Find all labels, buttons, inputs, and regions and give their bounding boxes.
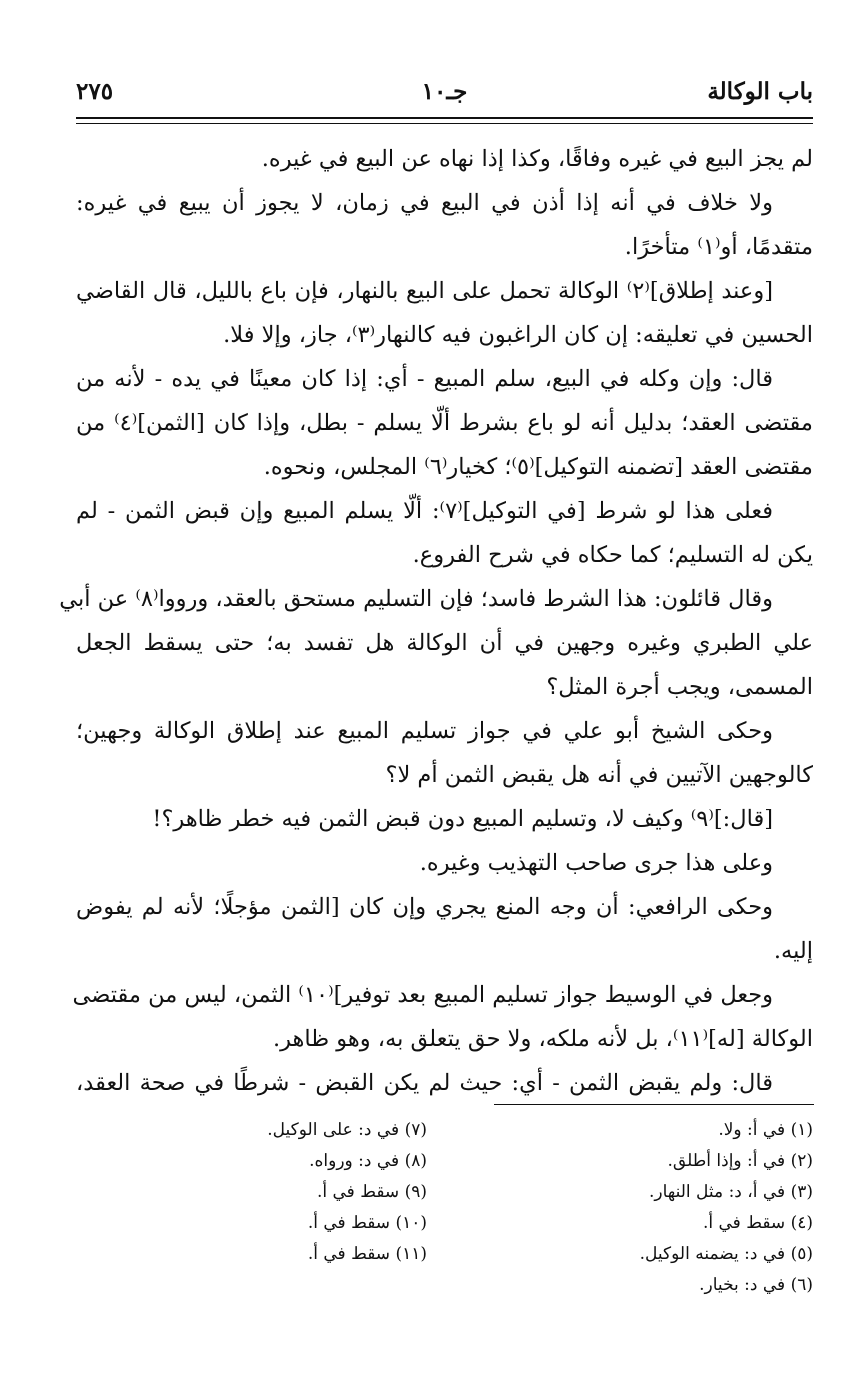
text-line: المسمى، ويجب أجرة المثل؟ bbox=[546, 674, 813, 700]
header-rule-thin bbox=[76, 123, 813, 124]
text-line: إليه. bbox=[773, 938, 813, 964]
footnotes-column-left bbox=[167, 1115, 427, 1270]
footnotes-column-right bbox=[493, 1115, 813, 1301]
text-line: الحسين في تعليقه: إن كان الراغبون فيه كالنهار⁽٣⁾، جاز، وإلا فلا. bbox=[223, 322, 813, 348]
text-line: وحكى الشيخ أبو علي في جواز تسليم المبيع عند إطلاق الوكالة وجهين؛ bbox=[76, 718, 773, 744]
text-line: مقتضى العقد [تضمنه التوكيل]⁽٥⁾؛ كخيار⁽٦⁾ المجلس، ونحوه. bbox=[263, 454, 813, 480]
text-line: [قال:]⁽٩⁾ وكيف لا، وتسليم المبيع دون قبض الثمن فيه خطر ظاهر؟! bbox=[152, 806, 773, 832]
footnote-separator bbox=[494, 1104, 814, 1105]
footnote: (٢) في أ: وإذا أطلق. bbox=[667, 1151, 813, 1171]
text-line: فعلى هذا لو شرط [في التوكيل]⁽٧⁾: ألّا يسلم المبيع وإن قبض الثمن - لم bbox=[76, 498, 773, 524]
text-line: وحكى الرافعي: أن وجه المنع يجري وإن كان [الثمن مؤجلًا؛ لأنه لم يفوض bbox=[76, 894, 773, 920]
page-number: ٢٧٥ bbox=[76, 78, 114, 105]
text-line: يكن له التسليم؛ كما حكاه في شرح الفروع. bbox=[412, 542, 813, 568]
text-line: لم يجز البيع في غيره وفاقًا، وكذا إذا نهاه عن البيع في غيره. bbox=[261, 146, 813, 172]
text-line: ولا خلاف في أنه إذا أذن في البيع في زمان، لا يجوز أن يبيع في غيره: bbox=[76, 190, 773, 216]
text-line: متقدمًا، أو⁽١⁾ متأخرًا. bbox=[624, 234, 813, 260]
volume-label: جـ١٠ bbox=[421, 78, 468, 105]
footnote: (١٠) سقط في أ. bbox=[307, 1213, 427, 1233]
footnote: (٣) في أ، د: مثل النهار. bbox=[648, 1182, 813, 1202]
body-text bbox=[59, 137, 813, 1105]
footnote: (٦) في د: بخيار. bbox=[699, 1275, 813, 1295]
text-line: علي الطبري وغيره وجهين في أن الوكالة هل تفسد به؛ حتى يسقط الجعل bbox=[76, 630, 813, 656]
footnote: (١١) سقط في أ. bbox=[307, 1244, 427, 1264]
footnote: (٩) سقط في أ. bbox=[316, 1182, 427, 1202]
footnote: (٨) في د: ورواه. bbox=[309, 1151, 427, 1171]
chapter-title: باب الوكالة bbox=[707, 78, 813, 105]
text-line: وعلى هذا جرى صاحب التهذيب وغيره. bbox=[419, 850, 773, 876]
text-line: قال: ولم يقبض الثمن - أي: حيث لم يكن القبض - شرطًا في صحة العقد، bbox=[76, 1070, 774, 1096]
text-line: كالوجهين الآتيين في أنه هل يقبض الثمن أم لا؟ bbox=[385, 762, 813, 788]
footnote: (٤) سقط في أ. bbox=[702, 1213, 813, 1233]
footnote: (٧) في د: على الوكيل. bbox=[267, 1120, 427, 1140]
text-line: [وعند إطلاق]⁽٢⁾ الوكالة تحمل على البيع بالنهار، فإن باع بالليل، قال القاضي bbox=[76, 278, 774, 304]
text-line: وجعل في الوسيط جواز تسليم المبيع بعد توفير]⁽١٠⁾ الثمن، ليس من مقتضى bbox=[72, 982, 773, 1008]
header-rule-thick bbox=[76, 117, 813, 119]
footnote: (١) في أ: ولا. bbox=[718, 1120, 813, 1140]
footnote: (٥) في د: يضمنه الوكيل. bbox=[639, 1244, 813, 1264]
text-line: قال: وإن وكله في البيع، سلم المبيع - أي: إذا كان معينًا في يده - لأنه من bbox=[76, 366, 773, 392]
text-line: الوكالة [له]⁽١١⁾، بل لأنه ملكه، ولا حق يتعلق به، وهو ظاهر. bbox=[272, 1026, 813, 1052]
running-header bbox=[76, 74, 813, 114]
text-line: مقتضى العقد؛ بدليل أنه لو باع بشرط ألّا يسلم - بطل، وإذا كان [الثمن]⁽٤⁾ من bbox=[76, 410, 813, 436]
text-line: وقال قائلون: هذا الشرط فاسد؛ فإن التسليم مستحق بالعقد، ورووا⁽٨⁾ عن أبي bbox=[59, 586, 773, 612]
